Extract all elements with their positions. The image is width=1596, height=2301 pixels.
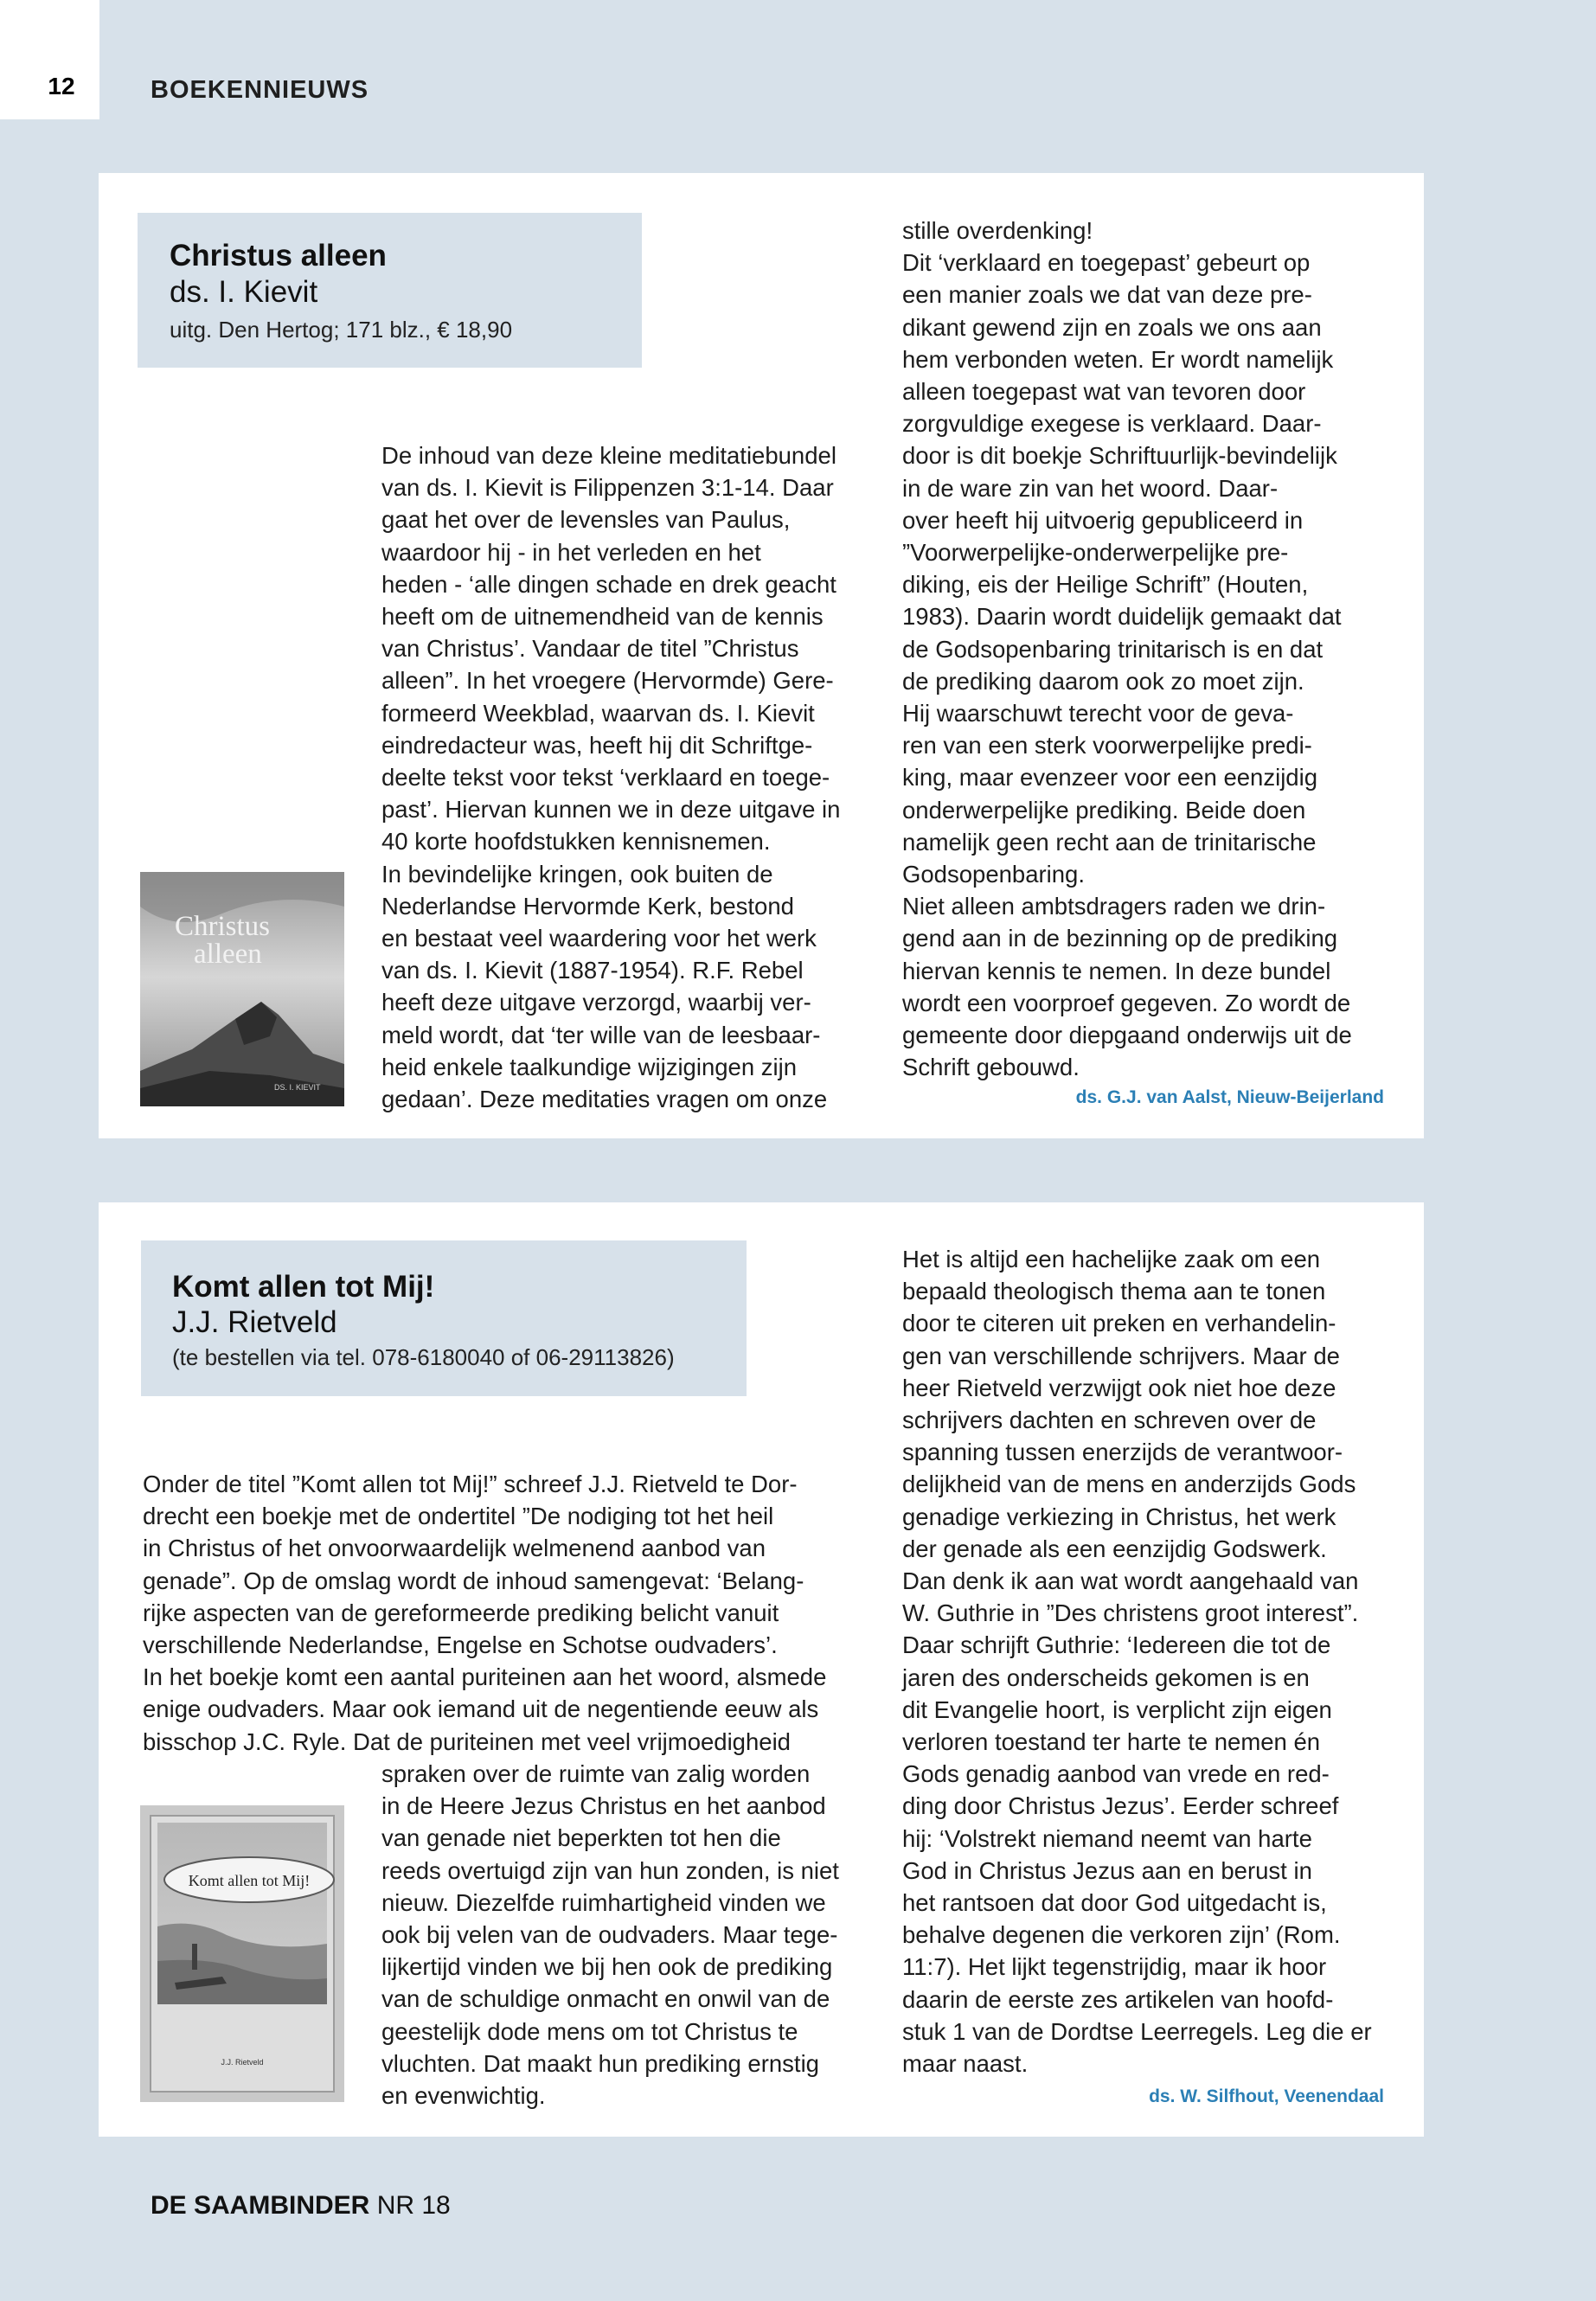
text-line: nieuw. Diezelfde ruimhartigheid vinden we: [381, 1888, 826, 1916]
text-line: gemeente door diepgaand onderwijs uit de: [902, 1022, 1352, 1049]
page-number: 12: [48, 73, 75, 99]
text-line: heeft deze uitgave verzorgd, waarbij ver-: [381, 989, 811, 1016]
text-line: in de Heere Jezus Christus en het aanbod: [381, 1792, 826, 1820]
text-line: dikant gewend zijn en zoals we ons aan: [902, 313, 1322, 341]
text-line: van de schuldige onmacht en onwil van de: [381, 1985, 830, 2013]
text-line: jaren des onderscheids gekomen is en: [902, 1663, 1310, 1691]
text-line: king, maar evenzeer voor een eenzijdig: [902, 764, 1318, 792]
text-line: in Christus of het onvoorwaardelijk welmenend aanbod van: [143, 1535, 766, 1562]
text-line: Gods genadig aanbod van vrede en red-: [902, 1760, 1330, 1788]
text-line: alleen”. In het vroegere (Hervormde) Gere-: [381, 667, 834, 695]
text-line: wordt een voorproef gegeven. Zo wordt de: [902, 989, 1351, 1016]
text-line: formeerd Weekblad, waarvan ds. I. Kievit: [381, 699, 815, 727]
text-line: van ds. I. Kievit is Filippenzen 3:1-14. Daar: [381, 474, 834, 502]
text-line: door te citeren uit preken en verhandelin-: [902, 1310, 1336, 1337]
text-line: Het is altijd een hachelijke zaak om een: [902, 1246, 1321, 1272]
book-cover-christus-alleen: [140, 872, 344, 1106]
text-line: eindredacteur was, heeft hij dit Schriftge-: [381, 731, 813, 759]
text-line: Dit ‘verklaard en toegepast’ gebeurt op: [902, 249, 1311, 277]
text-line: heeft om de uitnemendheid van de kennis: [381, 603, 824, 631]
review-2-column-1-wide: [143, 1468, 887, 1758]
text-line: in de ware zin van het woord. Daar-: [902, 474, 1279, 502]
cover-1-title-line1: Christus: [175, 911, 271, 942]
text-line: stuk 1 van de Dordtse Leerregels. Leg die er: [902, 2017, 1372, 2045]
text-line: geestelijk dode mens om tot Christus te: [381, 2017, 798, 2045]
cover-1-author: DS. I. KIEVIT: [274, 1083, 321, 1092]
text-line: verloren toestand ter harte te nemen én: [902, 1728, 1321, 1756]
text-line: gend aan in de bezinning op de prediking: [902, 925, 1338, 952]
review-1-meta: uitg. Den Hertog; 171 blz., € 18,90: [170, 317, 513, 343]
text-line: gen van verschillende schrijvers. Maar de: [902, 1342, 1340, 1369]
text-line: stille overdenking!: [902, 217, 1093, 244]
text-line: bepaald theologisch thema aan te tonen: [902, 1278, 1326, 1305]
text-line: genade”. Op de omslag wordt de inhoud samengevat: ‘Belang-: [143, 1567, 804, 1594]
text-line: W. Guthrie in ”Des christens groot interest”.: [902, 1599, 1359, 1627]
text-line: onderwerpelijke prediking. Beide doen: [902, 796, 1306, 824]
review-1-column-2: [902, 215, 1404, 1083]
review-2-title-box: [141, 1240, 747, 1396]
text-line: gedaan’. Deze meditaties vragen om onze: [381, 1086, 828, 1113]
text-line: heer Rietveld verzwijgt ook niet hoe deze: [902, 1374, 1336, 1401]
text-line: Schrift gebouwd.: [902, 1054, 1080, 1081]
text-line: der genade als een eenzijdig Godswerk.: [902, 1535, 1327, 1562]
text-line: delijkheid van de mens en anderzijds Gods: [902, 1471, 1356, 1498]
text-line: hiervan kennis te nemen. In deze bundel: [902, 957, 1331, 984]
review-1-author: ds. I. Kievit: [170, 275, 318, 309]
text-line: heid enkele taalkundige wijzigingen zijn: [381, 1053, 798, 1080]
text-line: 11:7). Het lijkt tegenstrijdig, maar ik hoor: [902, 1953, 1327, 1981]
cover-1-title-line2: alleen: [194, 939, 262, 970]
text-line: de Godsopenbaring trinitarisch is en dat: [902, 635, 1324, 663]
text-line: hij: ‘Volstrekt niemand neemt van harte: [902, 1824, 1312, 1852]
text-line: reeds overtuigd zijn van hun zonden, is niet: [381, 1856, 839, 1884]
text-line: spanning tussen enerzijds de verantwoor-: [902, 1439, 1343, 1466]
review-2-column-1-narrow: [381, 1758, 888, 2112]
cover-2-title: Komt allen tot Mij!: [188, 1872, 311, 1889]
text-line: In het boekje komt een aantal puriteinen aan het woord, alsmede: [143, 1663, 827, 1691]
review-2-signature: ds. W. Silfhout, Veenendaal: [1149, 2086, 1384, 2106]
cover-2-author: J.J. Rietveld: [221, 2058, 264, 2067]
review-2-column-2: [902, 1243, 1404, 2080]
text-line: deelte tekst voor tekst ‘verklaard en toege-: [381, 764, 830, 792]
text-line: rijke aspecten van de gereformeerde prediking belicht vanuit: [143, 1599, 779, 1626]
text-line: Niet alleen ambtsdragers raden we drin-: [902, 893, 1326, 920]
review-2-meta: (te bestellen via tel. 078-6180040 of 06-29113826): [172, 1344, 675, 1370]
footer: [151, 2191, 451, 2221]
text-line: alleen toegepast wat van tevoren door: [902, 378, 1306, 406]
text-line: behalve degenen die verkoren zijn’ (Rom.: [902, 1921, 1341, 1949]
text-line: schrijvers dachten en schreven over de: [902, 1407, 1317, 1434]
page-number-box: [0, 0, 99, 119]
text-line: bisschop J.C. Ryle. Dat de puriteinen met veel vrijmoedigheid: [143, 1727, 791, 1755]
text-line: hem verbonden weten. Er wordt namelijk: [902, 345, 1334, 373]
text-line: ding door Christus Jezus’. Eerder schreef: [902, 1792, 1339, 1820]
text-line: Hij waarschuwt terecht voor de geva-: [902, 700, 1294, 727]
text-line: Onder de titel ”Komt allen tot Mij!” schreef J.J. Rietveld te Dor-: [143, 1471, 798, 1497]
review-1-signature: ds. G.J. van Aalst, Nieuw-Beijerland: [1075, 1087, 1384, 1107]
text-line: waardoor hij - in het verleden en het: [381, 538, 761, 566]
text-line: ”Voorwerpelijke-onderwerpelijke pre-: [902, 539, 1289, 567]
text-line: de prediking daarom ook zo moet zijn.: [902, 667, 1304, 695]
review-1-column-1: [381, 439, 892, 1115]
text-line: ren van een sterk voorwerpelijke predi-: [902, 732, 1312, 760]
text-line: Nederlandse Hervormde Kerk, bestond: [381, 892, 794, 920]
text-line: dit Evangelie hoort, is verplicht zijn eigen: [902, 1695, 1332, 1723]
text-line: maar naast.: [902, 2050, 1029, 2078]
text-line: namelijk geen recht aan de trinitarische: [902, 828, 1317, 856]
text-line: Dan denk ik aan wat wordt aangehaald van: [902, 1567, 1359, 1595]
text-line: het rantsoen dat door God uitgedacht is,: [902, 1889, 1327, 1917]
text-line: van ds. I. Kievit (1887-1954). R.F. Rebel: [381, 957, 804, 984]
text-line: Daar schrijft Guthrie: ‘Iedereen die tot de: [902, 1631, 1331, 1659]
review-2-title: Komt allen tot Mij!: [172, 1270, 435, 1304]
review-1-title-box: [138, 213, 642, 368]
text-line: vluchten. Dat maakt hun prediking ernstig: [381, 2049, 819, 2077]
text-line: over heeft hij uitvoerig gepubliceerd in: [902, 506, 1304, 534]
text-line: door is dit boekje Schriftuurlijk-bevindelijk: [902, 442, 1337, 470]
text-line: De inhoud van deze kleine meditatiebundel: [381, 442, 836, 469]
text-line: drecht een boekje met de ondertitel ”De nodiging tot het heil: [143, 1503, 774, 1530]
text-line: 40 korte hoofdstukken kennisnemen.: [381, 828, 771, 856]
text-line: diking, eis der Heilige Schrift” (Houten,: [902, 571, 1309, 599]
footer-issue: NR 18: [376, 2191, 451, 2220]
text-line: ook bij velen van de oudvaders. Maar tege-: [381, 1921, 838, 1949]
text-line: genadige verkiezing in Christus, het werk: [902, 1503, 1336, 1530]
text-line: lijkertijd vinden we bij hen ook de prediking: [381, 1953, 833, 1981]
book-cover-komt-allen-tot-mij: [140, 1805, 344, 2102]
text-line: van genade niet beperkten tot hen die: [381, 1824, 781, 1852]
text-line: In bevindelijke kringen, ook buiten de: [381, 860, 773, 888]
text-line: 1983). Daarin wordt duidelijk gemaakt dat: [902, 603, 1342, 631]
text-line: en evenwichtig.: [381, 2082, 546, 2110]
text-line: verschillende Nederlandse, Engelse en Schotse oudvaders’.: [143, 1631, 778, 1659]
text-line: een manier zoals we dat van deze pre-: [902, 281, 1312, 309]
section-label: BOEKENNIEUWS: [151, 76, 369, 104]
text-line: God in Christus Jezus aan en berust in: [902, 1856, 1312, 1884]
text-line: daarin de eerste zes artikelen van hoofd-: [902, 1985, 1334, 2013]
text-line: en bestaat veel waardering voor het werk: [381, 925, 817, 952]
text-line: enige oudvaders. Maar ook iemand uit de negentiende eeuw als: [143, 1695, 819, 1723]
text-line: spraken over de ruimte van zalig worden: [381, 1760, 811, 1787]
text-line: past’. Hiervan kunnen we in deze uitgave in: [381, 796, 841, 824]
text-line: Godsopenbaring.: [902, 861, 1085, 888]
review-1-title: Christus alleen: [170, 239, 387, 272]
text-line: heden - ‘alle dingen schade en drek geacht: [381, 570, 836, 598]
text-line: gaat het over de levensles van Paulus,: [381, 506, 791, 534]
text-line: van Christus’. Vandaar de titel ”Christus: [381, 635, 799, 663]
footer-magazine: DE SAAMBINDER: [151, 2191, 370, 2220]
review-2-author: J.J. Rietveld: [172, 1305, 337, 1339]
text-line: zorgvuldige exegese is verklaard. Daar-: [902, 410, 1322, 438]
text-line: meld wordt, dat ‘ter wille van de leesbaar-: [381, 1021, 821, 1048]
